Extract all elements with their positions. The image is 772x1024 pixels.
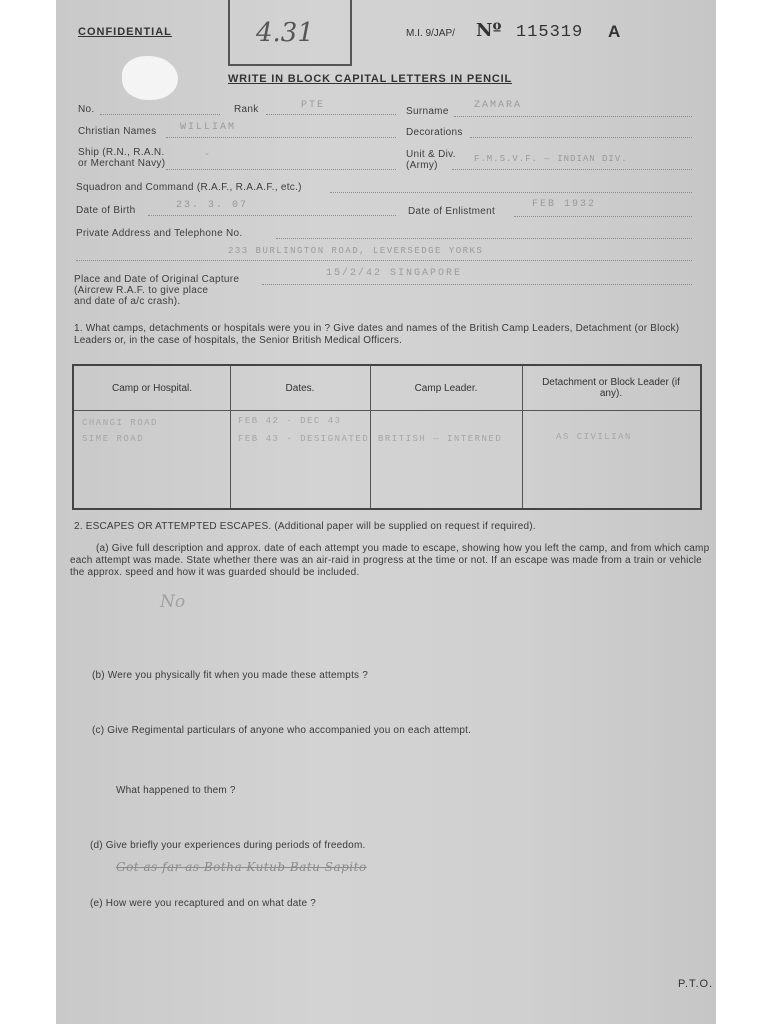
form-sheet	[56, 0, 716, 1024]
surname-value: ZAMARA	[474, 100, 523, 111]
stamp-number: 4.31	[256, 18, 314, 48]
ship-label-2: or Merchant Navy)	[78, 158, 166, 169]
question-2d: (d) Give briefly your experiences during periods of freedom.	[90, 840, 366, 851]
question-2e: (e) How were you recaptured and on what date ?	[90, 898, 316, 909]
dob-label: Date of Birth	[76, 205, 136, 216]
table-cell: FEB 43 - DESIGNATED	[238, 434, 370, 444]
address-value: 233 BURLINGTON ROAD, LEVERSEDGE YORKS	[228, 246, 484, 256]
enlist-label: Date of Enlistment	[408, 206, 496, 217]
christian-value: WILLIAM	[180, 122, 237, 133]
no-label: No.	[78, 104, 95, 115]
question-2c: (c) Give Regimental particulars of anyone who accompanied you on each attempt.	[92, 725, 472, 736]
paper-tear	[122, 56, 178, 100]
number-prefix: Nº	[476, 20, 502, 41]
table-cell: BRITISH — INTERNED	[378, 434, 503, 444]
ship-label-1: Ship (R.N., R.A.N.	[78, 147, 165, 158]
section-2-title: 2. ESCAPES OR ATTEMPTED ESCAPES. (Additional paper will be supplied on request if required).	[74, 521, 536, 532]
capture-label-2: (Aircrew R.A.F. to give place	[74, 285, 209, 296]
confidential-label: CONFIDENTIAL	[78, 26, 172, 38]
pencil-instruction: WRITE IN BLOCK CAPITAL LETTERS IN PENCIL	[228, 73, 512, 85]
question-2c-followup: What happened to them ?	[116, 785, 236, 796]
col-header-leader: Camp Leader.	[414, 382, 478, 394]
squadron-label: Squadron and Command (R.A.F., R.A.A.F., etc.)	[76, 182, 302, 193]
table-cell: CHANGI ROAD	[82, 418, 158, 428]
capture-value: 15/2/42 SINGAPORE	[326, 268, 463, 279]
camps-table	[72, 364, 702, 510]
table-cell: FEB 42 - DEC 43	[238, 416, 342, 426]
christian-label: Christian Names	[78, 126, 157, 137]
rank-label: Rank	[234, 104, 259, 115]
table-cell: SIME ROAD	[82, 434, 145, 444]
unit-label-2: (Army)	[406, 160, 438, 171]
form-code: M.I. 9/JAP/	[406, 28, 455, 39]
enlist-value: FEB 1932	[532, 199, 597, 210]
ship-value: -	[204, 150, 213, 161]
unit-value: F.M.S.V.F. — INDIAN DIV.	[474, 154, 628, 164]
form-series: A	[608, 22, 621, 41]
surname-label: Surname	[406, 106, 449, 117]
question-1: 1. What camps, detachments or hospitals were you in ? Give dates and names of the British Camp Leaders, Detachment (or Block) Leaders or, in the case of hospitals, the Senior British Medical Officers.	[74, 323, 680, 346]
question-2b: (b) Were you physically fit when you made these attempts ?	[92, 670, 368, 681]
capture-label-1: Place and Date of Original Capture	[74, 274, 240, 285]
pto-label: P.T.O.	[678, 978, 714, 990]
question-2a: (a) Give full description and approx. date of each attempt you made to escape, showing how you left the camp, and from which camp each attempt was made. State whether there was an air-raid in progress at the time or not. If an escape was made from a train or vehicle the approx. speed and how it was guarded should be included.	[70, 543, 710, 578]
unit-label-1: Unit & Div.	[406, 149, 456, 160]
col-header-camp: Camp or Hospital.	[111, 382, 193, 394]
decorations-label: Decorations	[406, 127, 463, 138]
col-header-dates: Dates.	[285, 382, 315, 394]
col-header-detachment: Detachment or Block Leader (if any).	[542, 377, 680, 399]
capture-label-3: and date of a/c crash).	[74, 296, 181, 307]
rank-value: PTE	[301, 100, 326, 111]
table-cell: AS CIVILIAN	[556, 432, 632, 442]
address-label: Private Address and Telephone No.	[76, 228, 243, 239]
registry-stamp	[228, 0, 352, 66]
dob-value: 23. 3. 07	[176, 200, 249, 211]
answer-2d: Got as far as Botha Kutub Batu Sapito	[116, 860, 367, 874]
form-number: 115319	[516, 23, 584, 42]
answer-2a: No	[160, 592, 186, 612]
